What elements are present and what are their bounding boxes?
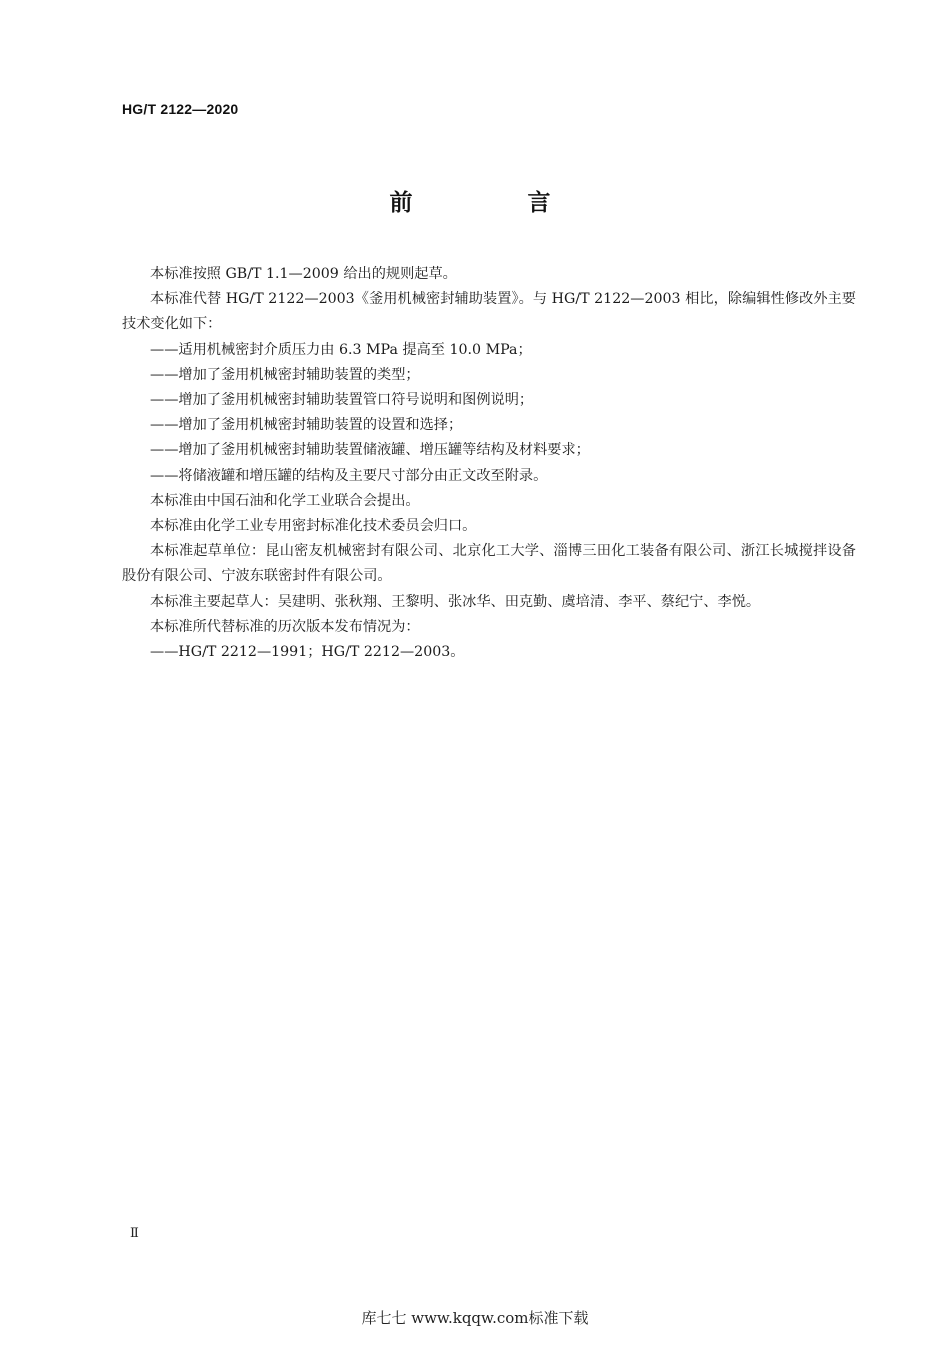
paragraph: 本标准由中国石油和化学工业联合会提出。 [150, 492, 420, 509]
foreword-body [122, 262, 856, 665]
list-item: ——HG/T 2212—1991；HG/T 2212—2003。 [150, 644, 465, 661]
list-item: ——增加了釜用机械密封辅助装置管口符号说明和图例说明； [150, 392, 534, 409]
list-item: ——将储液罐和增压罐的结构及主要尺寸部分由正文改至附录。 [150, 467, 548, 484]
paragraph: 本标准主要起草人：吴建明、张秋翔、王黎明、张冰华、田克勤、虞培清、李平、蔡纪宁、李悦。 [150, 593, 761, 610]
paragraph: 本标准所代替标准的历次版本发布情况为： [150, 618, 420, 635]
paragraph: 本标准按照 GB/T 1.1—2009 给出的规则起草。 [150, 266, 457, 282]
list-item: ——增加了釜用机械密封辅助装置的类型； [150, 366, 420, 383]
list-item: ——适用机械密封介质压力由 6.3 MPa 提高至 10.0 MPa； [150, 341, 532, 358]
page-number: Ⅱ [130, 1226, 139, 1241]
list-item: ——增加了釜用机械密封辅助装置储液罐、增压罐等结构及材料要求； [150, 442, 590, 459]
list-item: ——增加了釜用机械密封辅助装置的设置和选择； [150, 417, 463, 434]
paragraph: 本标准起草单位：昆山密友机械密封有限公司、北京化工大学、淄博三田化工装备有限公司、浙江长城搅拌设备股份有限公司、宁波东联密封件有限公司。 [122, 543, 856, 585]
standard-code: HG/T 2122—2020 [122, 101, 239, 117]
paragraph: 本标准代替 HG/T 2122—2003《釜用机械密封辅助装置》。与 HG/T 2122—2003 相比，除编辑性修改外主要技术变化如下： [122, 291, 856, 333]
paragraph: 本标准由化学工业专用密封标准化技术委员会归口。 [150, 518, 477, 535]
watermark-text: 库七七 www.kqqw.com标准下载 [361, 1309, 589, 1327]
page-title: 前 言 [389, 190, 597, 216]
